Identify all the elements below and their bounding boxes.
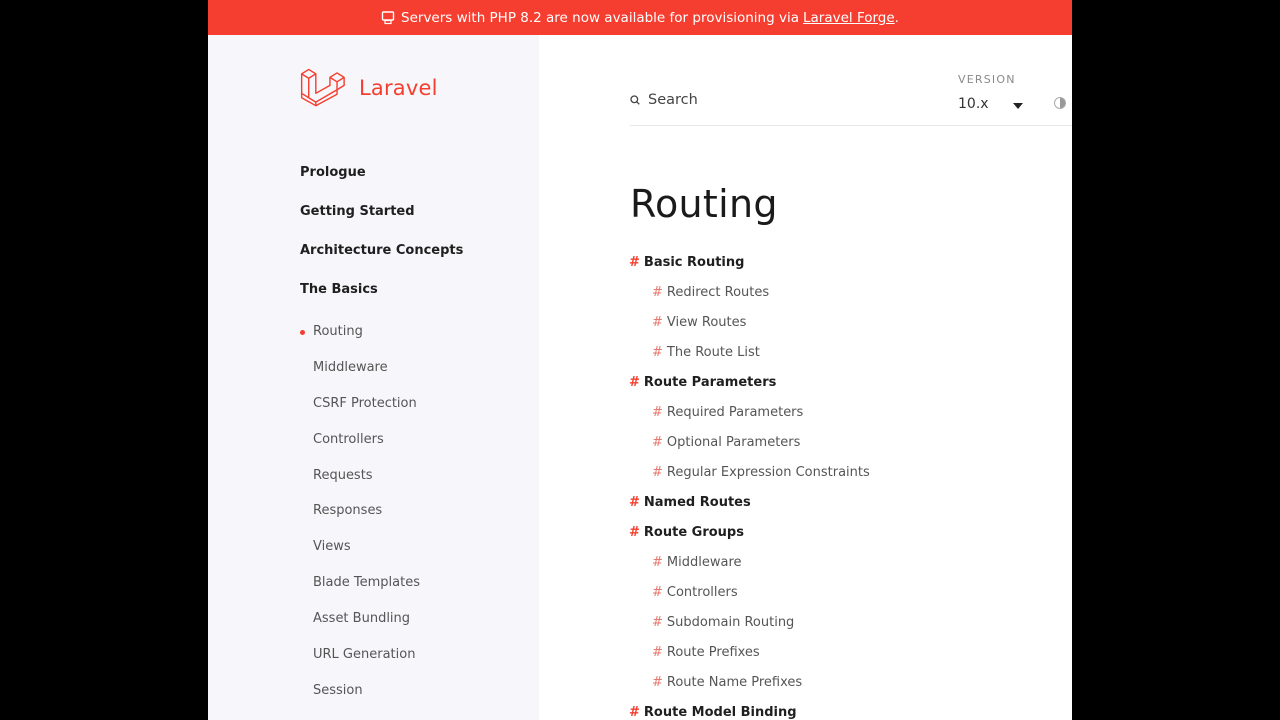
toc-label: View Routes [666,315,747,330]
search-placeholder: Search [648,92,698,108]
version-select[interactable]: 10.x [958,96,989,112]
version-label: VERSION [958,73,1016,86]
toc-link-middleware[interactable] [652,555,742,570]
search-icon [630,95,640,105]
toc-label: Route Name Prefixes [666,675,803,690]
header-divider [630,125,1072,126]
theme-toggle-icon[interactable] [1054,97,1066,109]
toc-link-redirect-routes[interactable] [652,285,769,300]
hash-icon: # [652,615,663,630]
hash-icon: # [629,375,640,390]
sidebar-section-getting-started[interactable]: Getting Started [300,204,415,219]
hash-icon: # [629,255,640,270]
toc-link-view-routes[interactable] [652,315,746,330]
toc-link-regex-constraints[interactable] [652,465,870,480]
sidebar-section-prologue[interactable]: Prologue [300,165,366,180]
laravel-forge-link[interactable]: Laravel Forge [802,9,895,26]
toc-label: Optional Parameters [666,435,801,450]
toc-label: Route Prefixes [666,645,760,660]
toc-label: Route Parameters [643,375,777,390]
toc-link-route-name-prefixes[interactable] [652,675,802,690]
sidebar-item-asset-bundling[interactable]: Asset Bundling [313,611,411,626]
toc-label: Redirect Routes [666,285,770,300]
toc-link-route-model-binding[interactable] [629,705,797,720]
sidebar-item-views[interactable]: Views [313,539,351,554]
toc-link-route-groups[interactable] [629,525,744,540]
page [208,0,1072,720]
hash-icon: # [652,345,663,360]
toc-link-route-prefixes[interactable] [652,645,760,660]
hash-icon: # [652,645,663,660]
toc-label: Controllers [666,585,738,600]
toc-label: Named Routes [643,495,751,510]
hash-icon: # [652,585,663,600]
page-title: Routing [630,182,778,226]
laravel-logo[interactable] [299,65,438,111]
sidebar-item-requests[interactable]: Requests [313,468,373,483]
hash-icon: # [652,675,663,690]
toc-label: Route Groups [643,525,744,540]
sidebar-item-controllers[interactable]: Controllers [313,432,384,447]
toc-label: Basic Routing [643,255,745,270]
banner-suffix: . [894,9,899,26]
hash-icon: # [629,705,640,720]
hash-icon: # [629,525,640,540]
sidebar-item-routing[interactable]: Routing [313,324,363,339]
hash-icon: # [652,465,663,480]
sidebar-item-middleware[interactable]: Middleware [313,360,388,375]
toc-label: Subdomain Routing [666,615,795,630]
sidebar-section-the-basics[interactable]: The Basics [300,282,378,297]
sidebar-item-blade-templates[interactable]: Blade Templates [313,575,420,590]
toc-link-named-routes[interactable] [629,495,751,510]
toc-link-required-parameters[interactable] [652,405,803,420]
toc-label: Required Parameters [666,405,804,420]
hash-icon: # [652,405,663,420]
toc-link-route-parameters[interactable] [629,375,776,390]
announcement-banner [208,0,1072,35]
monitor-icon [381,11,395,25]
hash-icon: # [652,435,663,450]
toc-link-route-list[interactable] [652,345,760,360]
hash-icon: # [652,555,663,570]
hash-icon: # [652,315,663,330]
hash-icon: # [629,495,640,510]
sidebar-item-csrf-protection[interactable]: CSRF Protection [313,396,417,411]
toc-link-basic-routing[interactable] [629,255,744,270]
toc-label: Route Model Binding [643,705,797,720]
laravel-logo-icon [299,65,345,111]
toc-link-controllers[interactable] [652,585,738,600]
toc-link-subdomain-routing[interactable] [652,615,794,630]
sidebar-item-url-generation[interactable]: URL Generation [313,647,416,662]
sidebar-item-session[interactable]: Session [313,683,363,698]
banner-text: Servers with PHP 8.2 are now available for provisioning via [401,9,799,26]
search-button[interactable] [630,92,698,108]
toc-label: Middleware [666,555,742,570]
toc-link-optional-parameters[interactable] [652,435,800,450]
sidebar-section-architecture-concepts[interactable]: Architecture Concepts [300,243,464,258]
active-indicator-dot [300,330,305,335]
hash-icon: # [652,285,663,300]
logo-text: Laravel [359,76,438,100]
sidebar-item-responses[interactable]: Responses [313,503,383,518]
toc-label: The Route List [666,345,760,360]
toc-label: Regular Expression Constraints [666,465,870,480]
chevron-down-icon[interactable] [1013,103,1023,109]
sidebar [208,35,539,720]
